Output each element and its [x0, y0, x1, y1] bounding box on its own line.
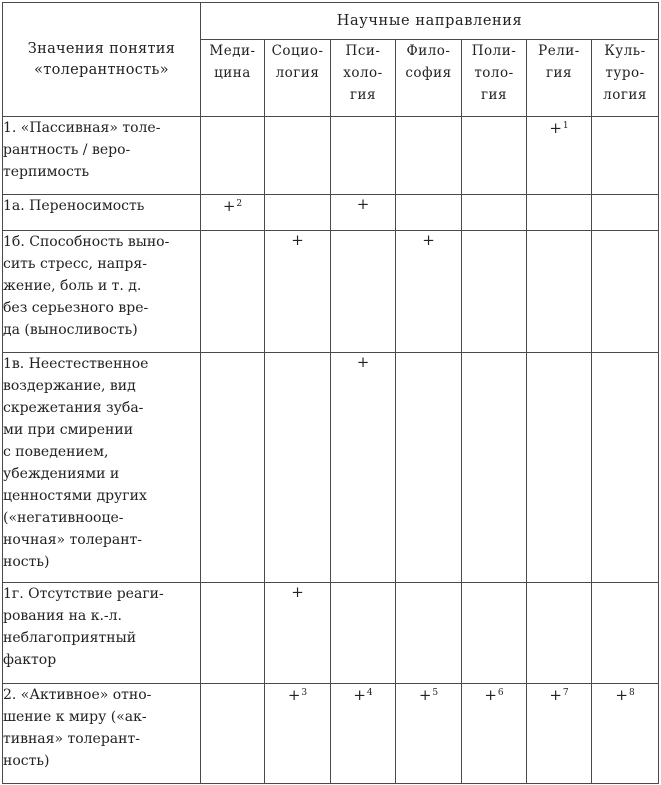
- concept-label-cell: [3, 583, 201, 684]
- dir-religion-cell: [527, 195, 592, 231]
- table-row: [3, 117, 659, 195]
- dir-politology-cell: [462, 684, 527, 784]
- plus-mark: +: [356, 195, 370, 213]
- dir-psychology-cell: [331, 195, 396, 231]
- dir-culturology-cell: [592, 231, 659, 353]
- concept-label-line: 1г. Отсутствие реаги-: [3, 586, 164, 602]
- concept-label-line: тивная» толерант-: [3, 731, 140, 747]
- table-head: [3, 3, 659, 117]
- plus-mark: +: [615, 686, 628, 704]
- footnote-number: 7: [562, 688, 569, 698]
- concept-label-line: фактор: [3, 652, 57, 668]
- footnote-number: 2: [236, 199, 243, 209]
- plus-mark: +: [549, 686, 562, 704]
- dir-religion-cell: [527, 583, 592, 684]
- concept-label-line: убеждениями и: [3, 466, 120, 482]
- row-header-line: «толерантность»: [34, 61, 169, 78]
- direction-label-line: Фило-: [406, 43, 451, 59]
- dir-psychology-cell: [331, 684, 396, 784]
- concept-label-line: шение к миру («ак-: [3, 709, 147, 725]
- direction-label-line: гия: [545, 65, 573, 81]
- concept-label-line: 1а. Переносимость: [3, 198, 145, 214]
- concept-label-line: ность): [3, 554, 50, 570]
- dir-culturology-cell: [592, 353, 659, 583]
- dir-sociology-cell: [265, 117, 331, 195]
- dir-politology-cell: [462, 583, 527, 684]
- concept-label-line: 1. «Пассивная» толе-: [3, 120, 161, 136]
- concept-label-line: рования на к.-л.: [3, 608, 122, 624]
- direction-label-line: Рели-: [538, 43, 580, 59]
- dir-religion-cell: [527, 117, 592, 195]
- plus-mark: +: [287, 686, 301, 704]
- dir-culturology-cell: [592, 684, 659, 784]
- dir-psychology-cell: [331, 353, 396, 583]
- direction-label-line: Куль-: [604, 43, 646, 59]
- concept-label-line: («негативноoце-: [3, 510, 124, 526]
- dir-medicine-cell: [201, 684, 265, 784]
- concept-label-line: рантность / веро-: [3, 142, 131, 158]
- table-body: [3, 117, 659, 784]
- dir-culturology-header: [592, 40, 659, 117]
- concept-label-line: без серьезного вре-: [3, 300, 149, 316]
- concept-label-cell: [3, 353, 201, 583]
- dir-sociology-cell: [265, 231, 331, 353]
- dir-philosophy-cell: [396, 117, 462, 195]
- concept-label-line: ценностями других: [3, 488, 147, 504]
- concept-label-line: 1в. Неестественное: [3, 356, 149, 372]
- concept-label-line: 1б. Способность выно-: [3, 234, 170, 250]
- footnote-number: 1: [562, 121, 569, 131]
- dir-psychology-header: [331, 40, 396, 117]
- dir-religion-cell: [527, 231, 592, 353]
- row-header-line: Значения понятия: [27, 40, 176, 57]
- direction-label-line: холо-: [343, 65, 383, 81]
- concept-label-cell: [3, 195, 201, 231]
- concept-label-line: терпимость: [3, 164, 90, 180]
- direction-label-line: толо-: [474, 65, 514, 81]
- dir-sociology-cell: [265, 583, 331, 684]
- table-row: [3, 684, 659, 784]
- dir-psychology-cell: [331, 231, 396, 353]
- direction-label-line: логия: [603, 87, 647, 103]
- group-header: Научные направления: [201, 3, 659, 40]
- dir-philosophy-header: [396, 40, 462, 117]
- dir-culturology-cell: [592, 195, 659, 231]
- concept-label-line: ночная» толерант-: [3, 532, 143, 548]
- concept-label-line: 2. «Активное» отно-: [3, 687, 152, 703]
- footnote-number: 4: [366, 688, 373, 698]
- row-header-cell: [3, 3, 201, 117]
- dir-philosophy-cell: [396, 231, 462, 353]
- tolerance-table: [2, 2, 659, 784]
- direction-label-line: логия: [275, 65, 320, 81]
- dir-medicine-cell: [201, 117, 265, 195]
- dir-medicine-cell: [201, 583, 265, 684]
- dir-politology-cell: [462, 353, 527, 583]
- direction-label-line: Социо-: [271, 43, 324, 59]
- direction-label-line: Меди-: [209, 43, 256, 59]
- concept-label-line: скрежетания зуба-: [3, 400, 144, 416]
- dir-psychology-cell: [331, 117, 396, 195]
- direction-label-line: Пси-: [345, 43, 381, 59]
- dir-philosophy-cell: [396, 195, 462, 231]
- dir-sociology-cell: [265, 353, 331, 583]
- concept-label-cell: [3, 684, 201, 784]
- dir-religion-header: [527, 40, 592, 117]
- dir-medicine-cell: [201, 231, 265, 353]
- dir-sociology-cell: [265, 684, 331, 784]
- direction-label-line: Поли-: [471, 43, 517, 59]
- plus-mark: +: [418, 686, 432, 704]
- dir-politology-header: [462, 40, 527, 117]
- concept-label-cell: [3, 117, 201, 195]
- direction-label-line: гия: [349, 87, 377, 103]
- concept-label-line: неблагоприятный: [3, 630, 137, 646]
- dir-medicine-cell: [201, 353, 265, 583]
- dir-religion-cell: [527, 684, 592, 784]
- direction-label-line: гия: [480, 87, 508, 103]
- dir-sociology-header: [265, 40, 331, 117]
- footnote-number: 3: [301, 688, 308, 698]
- dir-politology-cell: [462, 117, 527, 195]
- footnote-number: 8: [628, 688, 635, 698]
- dir-politology-cell: [462, 195, 527, 231]
- dir-medicine-header: [201, 40, 265, 117]
- direction-label-line: софия: [405, 65, 452, 81]
- concept-label-line: ми при смирении: [3, 422, 134, 438]
- table-row: [3, 195, 659, 231]
- dir-culturology-cell: [592, 583, 659, 684]
- dir-religion-cell: [527, 353, 592, 583]
- plus-mark: +: [356, 353, 370, 371]
- concept-label-line: ность): [3, 753, 50, 769]
- plus-mark: +: [484, 686, 497, 704]
- dir-philosophy-cell: [396, 353, 462, 583]
- header-row-top: [3, 3, 659, 40]
- table-row: [3, 353, 659, 583]
- concept-label-line: с поведением,: [3, 444, 109, 460]
- concept-label-cell: [3, 231, 201, 353]
- concept-label-line: да (выносливость): [3, 322, 138, 338]
- plus-mark: +: [291, 231, 304, 249]
- plus-mark: +: [353, 686, 366, 704]
- plus-mark: +: [222, 197, 236, 215]
- plus-mark: +: [549, 119, 562, 137]
- plus-mark: +: [422, 231, 435, 249]
- dir-philosophy-cell: [396, 684, 462, 784]
- table-row: [3, 231, 659, 353]
- concept-label-line: сить стресс, напря-: [3, 256, 147, 272]
- dir-culturology-cell: [592, 117, 659, 195]
- dir-psychology-cell: [331, 583, 396, 684]
- dir-philosophy-cell: [396, 583, 462, 684]
- footnote-number: 6: [497, 688, 504, 698]
- dir-medicine-cell: [201, 195, 265, 231]
- concept-label-line: жение, боль и т. д.: [3, 278, 142, 294]
- concept-label-line: воздержание, вид: [3, 378, 136, 394]
- dir-politology-cell: [462, 231, 527, 353]
- direction-label-line: туро-: [605, 65, 645, 81]
- footnote-number: 5: [432, 688, 439, 698]
- table-row: [3, 583, 659, 684]
- direction-label-line: цина: [214, 65, 251, 81]
- dir-sociology-cell: [265, 195, 331, 231]
- plus-mark: +: [291, 583, 304, 601]
